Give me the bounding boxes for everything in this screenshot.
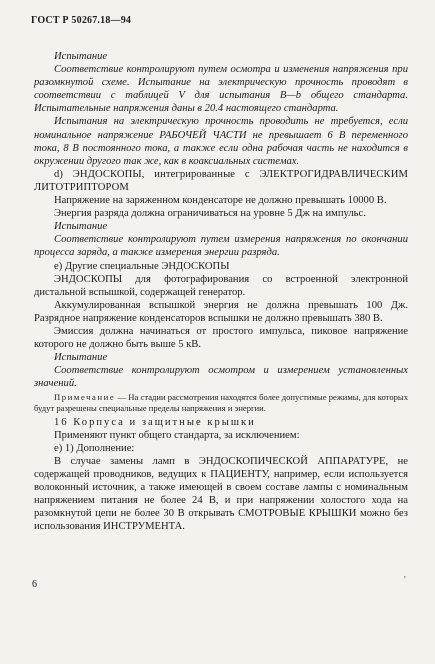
paragraph: Испытания на электрическую прочность проводить не требуется, если номинальное напряжение РАБОЧЕЙ ЧАСТИ не превышает 6 В переменного тока, 8 В постоянного тока, а также если одна рабочая часть не находится в окружении другого так же, как в коаксиальных системах. — [34, 116, 408, 167]
section-heading: 16 Корпуса и защитные крышки — [54, 416, 256, 428]
paragraph: Энергия разряда должна ограничиваться на уровне 5 Дж на импульс. — [54, 208, 366, 220]
paragraph: Испытание — [54, 352, 108, 364]
paragraph: e) Другие специальные ЭНДОСКОПЫ — [54, 260, 230, 272]
document-body — [34, 50, 408, 533]
paragraph: Испытание — [54, 221, 108, 233]
note — [34, 392, 408, 413]
section-intro: Применяют пункт общего стандарта, за исключением: — [54, 429, 300, 441]
paragraph: d) ЭНДОСКОПЫ, интегрированные с ЭЛЕКТРОГИДРАВЛИЧЕСКИМ ЛИТОТРИПТОРОМ — [34, 168, 408, 193]
paragraph: ЭНДОСКОПЫ для фотографирования со встроенной электронной дистальной вспышкой, содержащей генератор. — [34, 273, 408, 298]
paragraph: Напряжение на заряженном конденсаторе не должно превышать 10000 В. — [54, 195, 387, 207]
standard-header: ГОСТ Р 50267.18—94 — [31, 15, 132, 26]
section-text: В случае замены ламп в ЭНДОСКОПИЧЕСКОЙ АППАРАТУРЕ, не содержащей проводников, ведущих к ПАЦИЕНТУ, например, если используется волоконный источник, а также имеющей в своем составе лампы с номинальным напряжением питания не более 24 В, и при напряжении холостого хода на разомкнутой цепи не более 30 В открывать СМОТРОВЫЕ КРЫШКИ можно без использования ИНСТРУМЕНТА. — [34, 455, 408, 533]
paragraph: Испытание — [54, 51, 108, 62]
margin-mark: ' — [404, 575, 406, 586]
paragraph: Соответствие контролируют путем измерения напряжения по окончании процесса заряда, а также измерения энергии разряда. — [34, 234, 408, 259]
page-number: 6 — [32, 579, 37, 590]
paragraph: Эмиссия должна начинаться от простого импульса, пиковое напряжение которого не должно быть выше 5 кВ. — [34, 325, 408, 351]
note-text: — На стадии рассмотрения находятся более допустимые режимы, для которых будут разрешены специальные пределы напряжения и энергии. — [34, 392, 408, 414]
paragraph: Соответствие контролируют осмотром и измерением установленных значений. — [34, 365, 408, 390]
section-item: е) 1) Дополнение: — [54, 442, 135, 454]
paragraph: Соответствие контролируют путем осмотра и изменения напряжения при разомкнутой схеме. Испытание на электрическую прочность проводят в соответствии с таблицей V для испытания B—b общего стандарта. Испытательные напряжения даны в 20.4 настоящего стандарта. — [34, 64, 408, 115]
note-label: Примечание — [54, 392, 116, 403]
paragraph: Аккумулированная вспышкой энергия не должна превышать 100 Дж. Разрядное напряжение конденсаторов вспышки не должно превышать 380 В. — [34, 299, 408, 324]
